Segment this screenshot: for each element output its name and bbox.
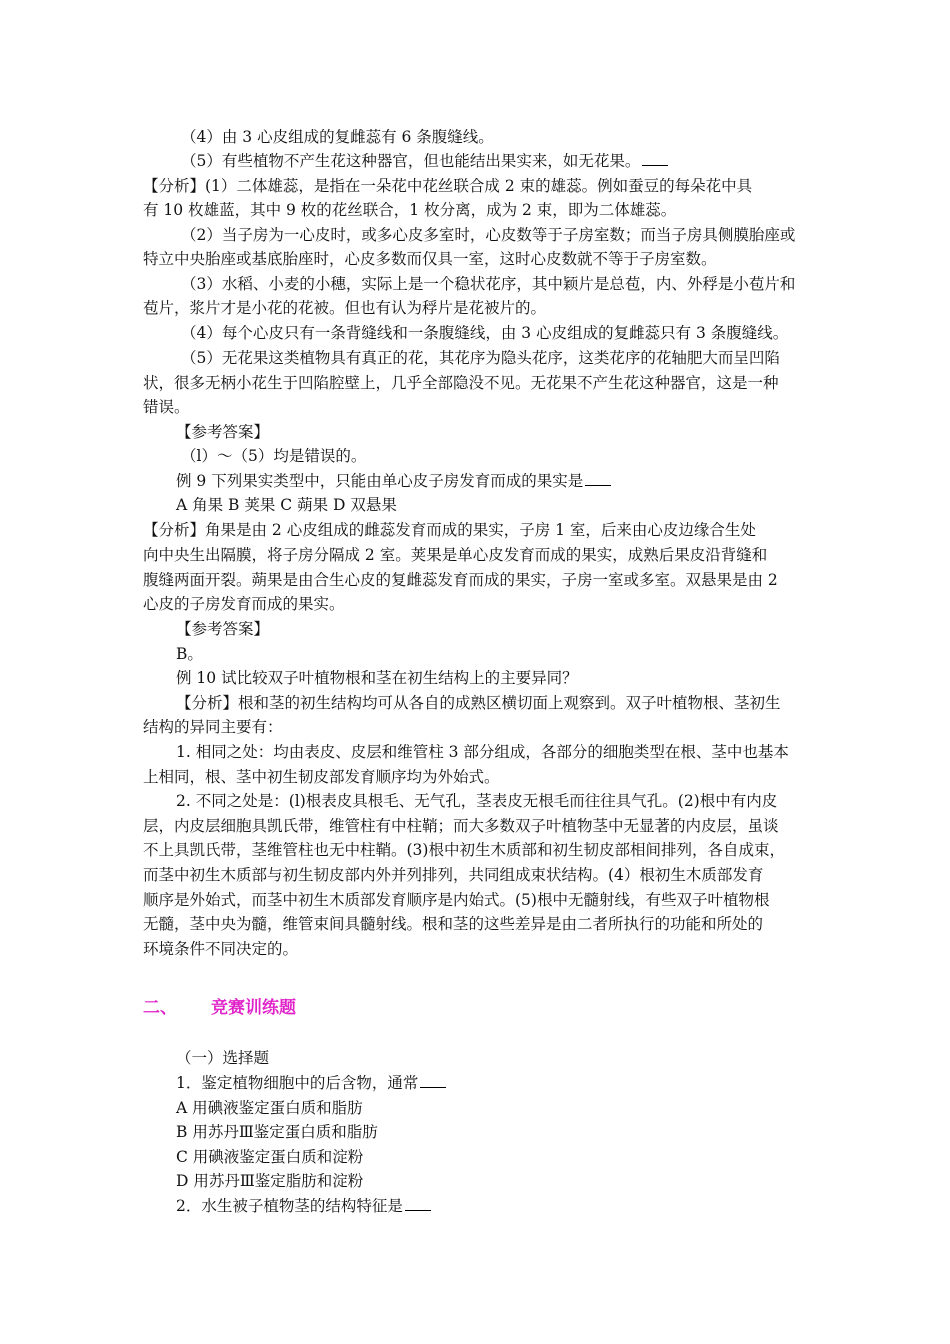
text-line: （2）当子房为一心皮时，或多心皮多室时，心皮数等于子房室数；而当子房具侧膜胎座或	[181, 226, 796, 244]
text-line: 2. 不同之处是：(l)根表皮具根毛、无气孔，茎表皮无根毛而往往具气孔。(2)根中有内皮	[176, 792, 778, 810]
section-title: 竞赛训练题	[211, 998, 296, 1018]
question-line: 例 10 试比较双子叶植物根和茎在初生结构上的主要异同？	[176, 669, 578, 687]
text-line: 【分析】角果是由 2 心皮组成的雌蕊发育而成的果实，子房 1 室，后来由心皮边缘合生处	[143, 521, 756, 539]
section-number: 二、	[143, 998, 177, 1018]
option-line: A 角果 B 荚果 C 蒴果 D 双悬果	[176, 496, 397, 514]
option-line: A 用碘液鉴定蛋白质和脂肪	[176, 1099, 363, 1117]
text-line: 有 10 枚雄蓝，其中 9 枚的花丝联合，1 枚分离，成为 2 束，即为二体雄蕊。	[143, 201, 677, 219]
option-line: D 用苏丹Ⅲ鉴定脂肪和淀粉	[176, 1172, 364, 1190]
text-line: 结构的异同主要有：	[143, 718, 283, 736]
text-line: 特立中央胎座或基底胎座时，心皮多数而仅具一室，这时心皮数就不等于子房室数。	[143, 250, 717, 268]
text-line: 【分析】根和茎的初生结构均可从各自的成熟区横切面上观察到。双子叶植物根、茎初生	[176, 694, 781, 712]
text-line: （4）由 3 心皮组成的复雌蕊有 6 条腹缝线。	[181, 128, 494, 146]
answer-label: 【参考答案】	[176, 620, 270, 638]
text-line: 1. 相同之处：均由表皮、皮层和维管柱 3 部分组成，各部分的细胞类型在根、茎中也基本	[176, 743, 789, 761]
option-line: C 用碘液鉴定蛋白质和淀粉	[176, 1148, 364, 1166]
section-heading	[143, 995, 296, 1021]
text-line: （5）有些植物不产生花这种器官，但也能结出果实来，如无花果。	[181, 149, 668, 173]
text-line: 不上具凯氏带，茎维管柱也无中柱鞘。(3)根中初生木质部和初生韧皮部相间排列，各自成束，	[143, 841, 785, 859]
subsection-label: （一）选择题	[176, 1049, 270, 1067]
text-line: 层，内皮层细胞具凯氏带，维管柱有中柱鞘；而大多数双子叶植物茎中无显著的内皮层，虽谈	[143, 817, 779, 835]
question-line: 例 9 下列果实类型中，只能由单心皮子房发育而成的果实是	[176, 469, 611, 493]
text-line: 环境条件不同决定的。	[143, 940, 299, 958]
text-line: 腹缝两面开裂。蒴果是由合生心皮的复雌蕊发育而成的果实，子房一室或多室。双悬果是由 2	[143, 571, 778, 589]
text-line: 向中央生出隔膜，将子房分隔成 2 室。荚果是单心皮发育而成的果实，成熟后果皮沿背缝和	[143, 546, 768, 564]
text-line: 无髓，茎中央为髓，维管束间具髓射线。根和茎的这些差异是由二者所执行的功能和所处的	[143, 915, 764, 933]
text-line: 心皮的子房发育而成的果实。	[143, 595, 345, 613]
text-line: 苞片，浆片才是小花的花被。但也有认为稃片是花被片的。	[143, 299, 547, 317]
text-line: 顺序是外始式，而茎中初生木质部发育顺序是内始式。(5)根中无髓射线，有些双子叶植物根	[143, 891, 770, 909]
option-line: B 用苏丹Ⅲ鉴定蛋白质和脂肪	[176, 1123, 378, 1141]
text-line: 上相同，根、茎中初生韧皮部发育顺序均为外始式。	[143, 768, 500, 786]
answer-text: B。	[176, 645, 203, 663]
question-line: 1．鉴定植物细胞中的后含物，通常	[176, 1071, 446, 1095]
answer-label: 【参考答案】	[176, 423, 270, 441]
text-line: （4）每个心皮只有一条背缝线和一条腹缝线，由 3 心皮组成的复雌蕊只有 3 条腹缝线。	[181, 324, 789, 342]
text-line: （3）水稻、小麦的小穗，实际上是一个稳状花序，其中颖片是总苞，内、外稃是小苞片和	[181, 275, 796, 293]
text-line: （5）无花果这类植物具有真正的花，其花序为隐头花序，这类花序的花轴肥大而呈凹陷	[181, 349, 780, 367]
text-line: 错误。	[143, 398, 190, 416]
text-line: （l）～（5）均是错误的。	[181, 447, 367, 465]
text-line: 状，很多无柄小花生于凹陷腔壁上，几乎全部隐没不见。无花果不产生花这种器官，这是一种	[143, 374, 779, 392]
text-line: 而茎中初生木质部与初生韧皮部内外并列排列，共同组成束状结构。(4）根初生木质部发育	[143, 866, 764, 884]
answer-blank	[642, 151, 668, 166]
answer-blank	[585, 471, 611, 486]
question-line: 2．水生被子植物茎的结构特征是	[176, 1194, 431, 1218]
answer-blank	[420, 1073, 446, 1088]
answer-blank	[405, 1196, 431, 1211]
text-line: 【分析】(1）二体雄蕊，是指在一朵花中花丝联合成 2 束的雄蕊。例如蚕豆的每朵花中具	[143, 177, 753, 195]
